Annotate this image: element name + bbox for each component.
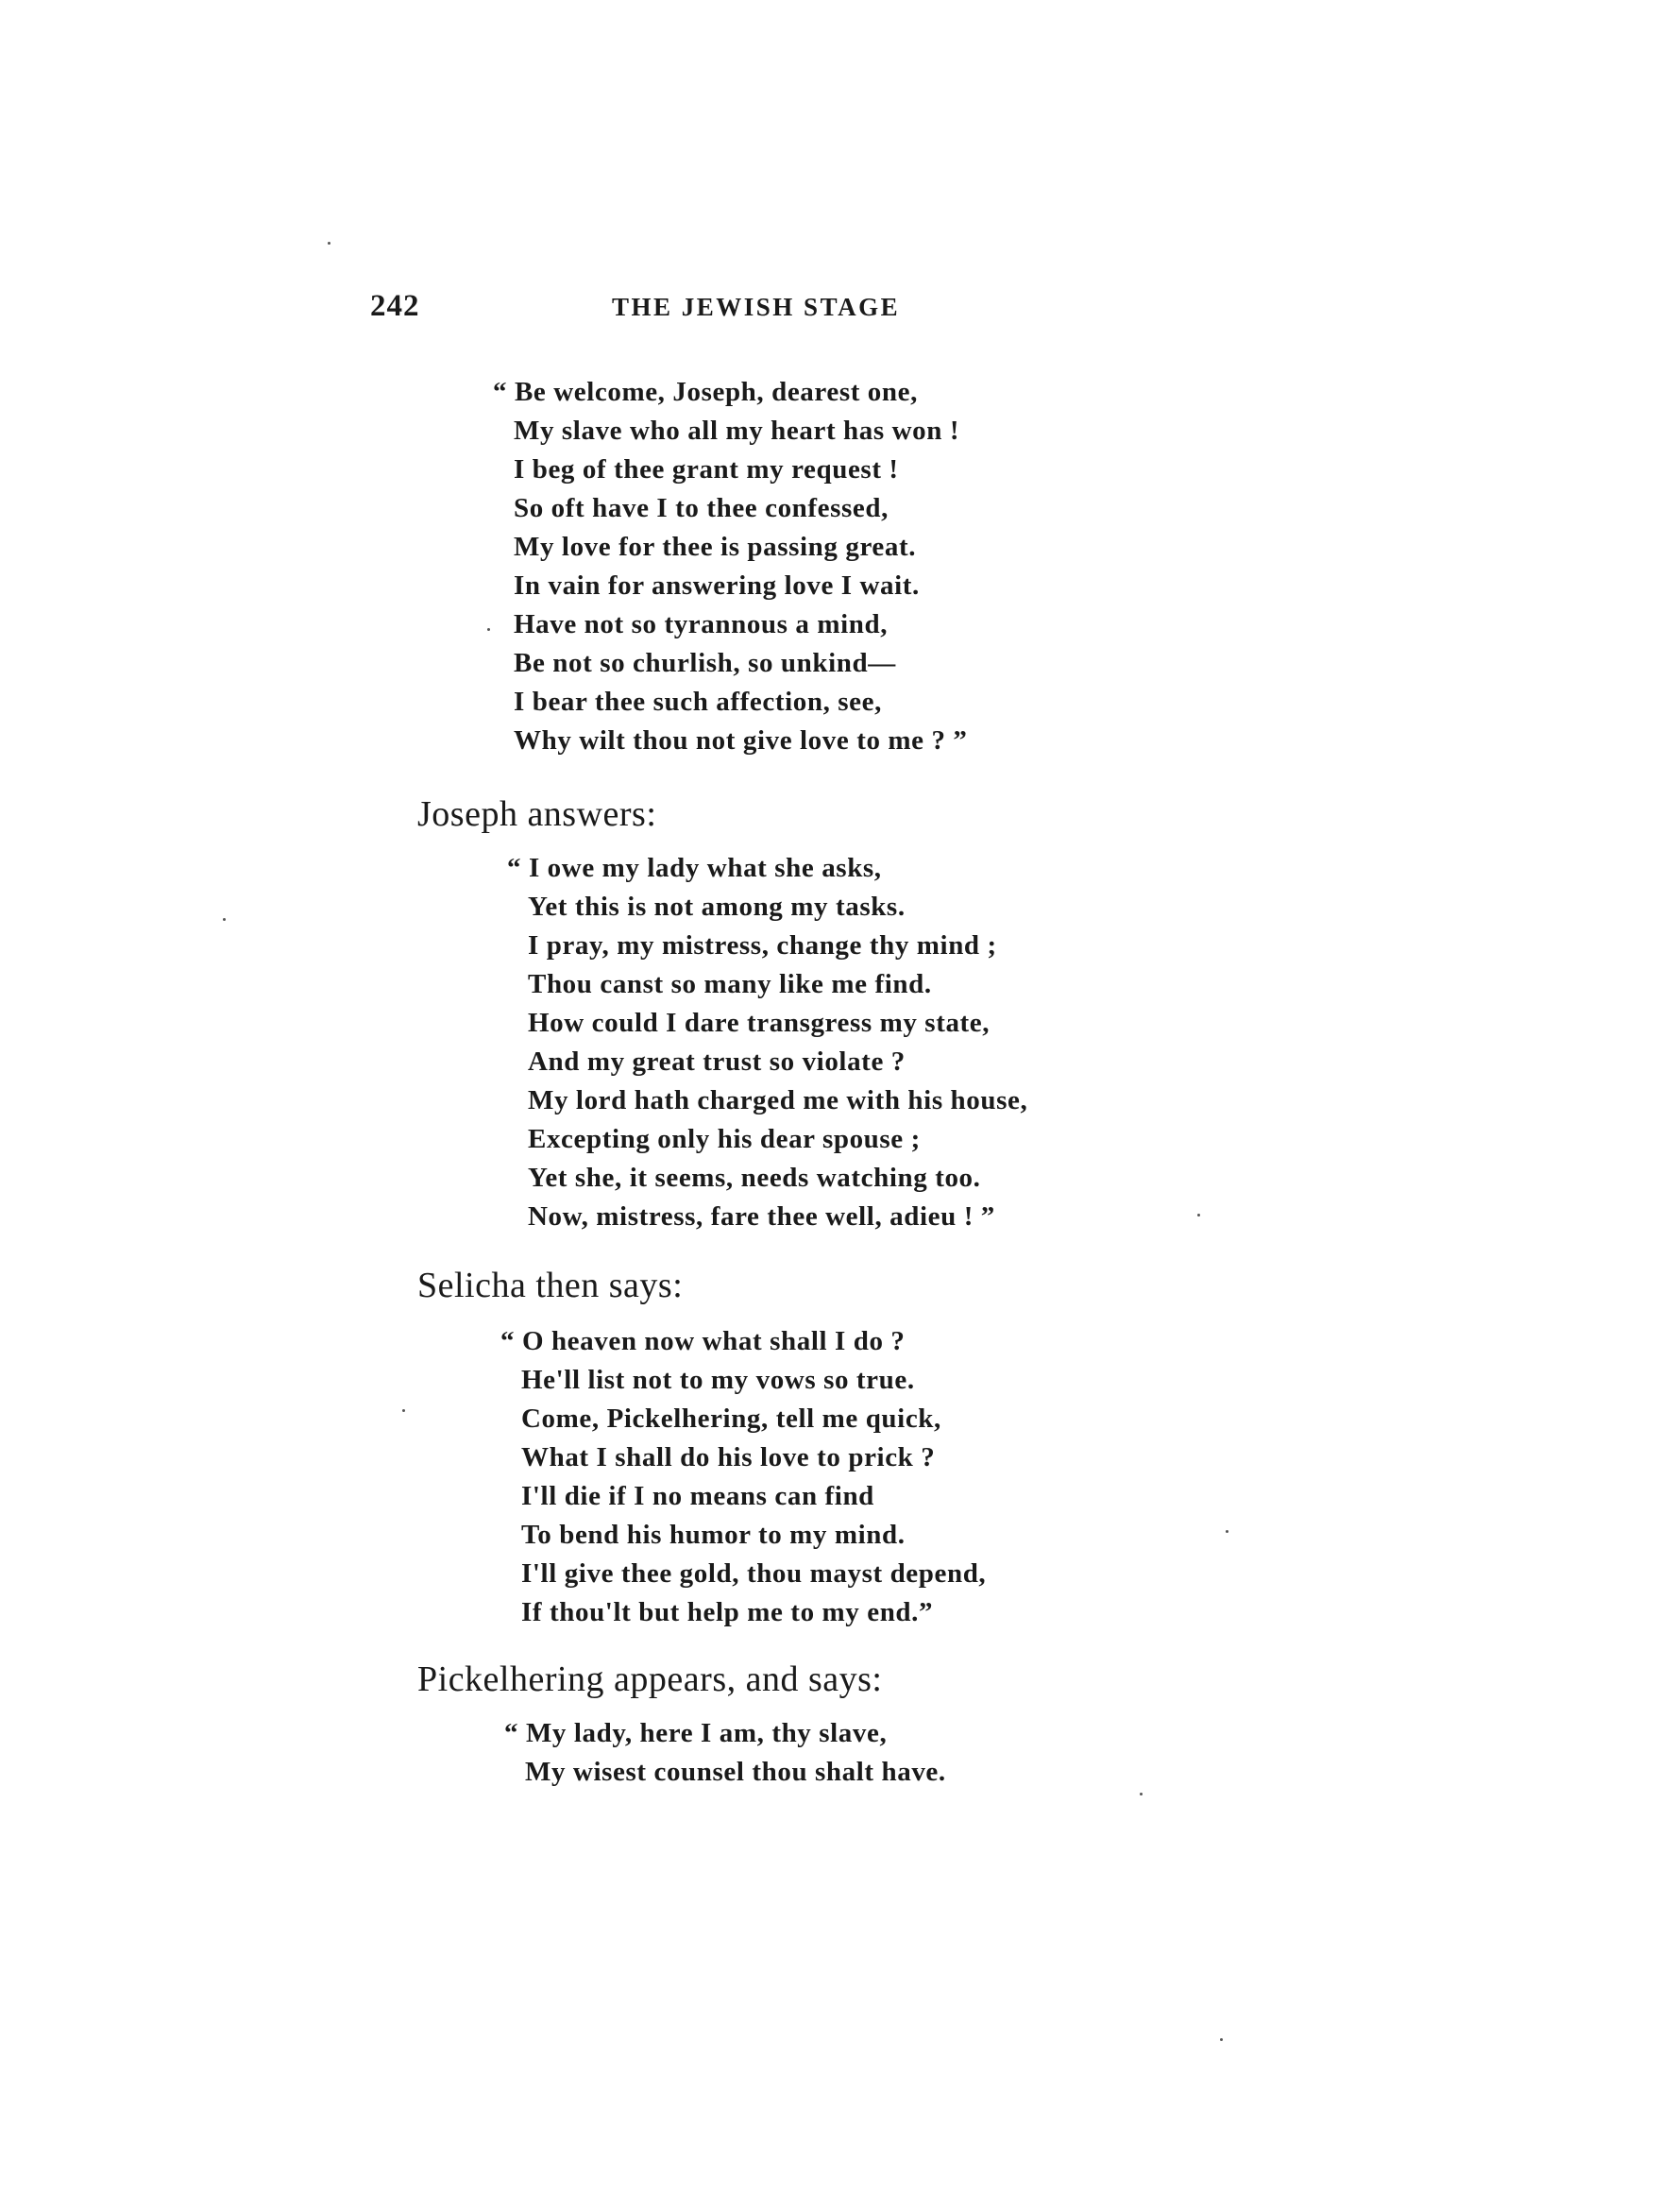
verse-line: Now, mistress, fare thee well, adieu ! ” bbox=[528, 1201, 995, 1232]
scan-speck bbox=[1220, 2038, 1223, 2041]
verse-line: In vain for answering love I wait. bbox=[514, 570, 920, 601]
verse-line: If thou'lt but help me to my end.” bbox=[521, 1597, 934, 1627]
verse-stanza-selicha-lament bbox=[500, 1322, 986, 1632]
speaker-heading-joseph: Joseph answers: bbox=[417, 794, 657, 834]
running-title: THE JEWISH STAGE bbox=[612, 293, 901, 321]
verse-line: He'll list not to my vows so true. bbox=[521, 1365, 915, 1395]
verse-line: I'll die if I no means can find bbox=[521, 1481, 874, 1511]
verse-line: How could I dare transgress my state, bbox=[528, 1008, 991, 1038]
verse-line: To bend his humor to my mind. bbox=[521, 1520, 906, 1550]
verse-line: “ I owe my lady what she asks, bbox=[507, 853, 882, 883]
verse-line: My slave who all my heart has won ! bbox=[514, 416, 960, 446]
scan-speck bbox=[223, 918, 226, 921]
verse-line: “ My lady, here I am, thy slave, bbox=[504, 1718, 888, 1748]
running-head bbox=[370, 289, 974, 332]
verse-line: Why wilt thou not give love to me ? ” bbox=[514, 725, 968, 756]
verse-line: My wisest counsel thou shalt have. bbox=[525, 1757, 946, 1787]
scan-speck bbox=[1197, 1214, 1200, 1217]
verse-line: I pray, my mistress, change thy mind ; bbox=[528, 930, 997, 961]
verse-line: I bear thee such affection, see, bbox=[514, 687, 882, 717]
verse-line: Yet this is not among my tasks. bbox=[528, 892, 906, 922]
verse-line: Thou canst so many like me find. bbox=[528, 969, 932, 999]
speaker-heading-pickelhering: Pickelhering appears, and says: bbox=[417, 1659, 883, 1699]
verse-line: Come, Pickelhering, tell me quick, bbox=[521, 1404, 941, 1434]
verse-line: Yet she, it seems, needs watching too. bbox=[528, 1163, 981, 1193]
verse-line: My lord hath charged me with his house, bbox=[528, 1085, 1028, 1115]
speaker-heading-selicha: Selicha then says: bbox=[417, 1266, 684, 1305]
verse-line: “ O heaven now what shall I do ? bbox=[500, 1326, 906, 1356]
scan-speck bbox=[1140, 1793, 1143, 1795]
scan-speck bbox=[328, 242, 330, 245]
verse-line: Excepting only his dear spouse ; bbox=[528, 1124, 921, 1154]
scan-speck bbox=[1226, 1530, 1228, 1533]
verse-line: Be not so churlish, so unkind— bbox=[514, 648, 896, 678]
verse-line: I'll give thee gold, thou mayst depend, bbox=[521, 1558, 987, 1589]
scan-speck bbox=[402, 1409, 405, 1412]
verse-line: Have not so tyrannous a mind, bbox=[514, 609, 889, 639]
verse-stanza-selicha-plea bbox=[493, 373, 968, 760]
verse-line: What I shall do his love to prick ? bbox=[521, 1442, 936, 1472]
page-number: 242 bbox=[370, 289, 420, 323]
verse-stanza-pickelhering bbox=[504, 1714, 946, 1792]
scan-speck bbox=[487, 628, 490, 631]
verse-line: I beg of thee grant my request ! bbox=[514, 454, 899, 485]
verse-line: So oft have I to thee confessed, bbox=[514, 493, 889, 523]
verse-line: My love for thee is passing great. bbox=[514, 532, 917, 562]
verse-line: “ Be welcome, Joseph, dearest one, bbox=[493, 377, 918, 407]
verse-stanza-joseph-reply bbox=[507, 849, 1027, 1236]
verse-line: And my great trust so violate ? bbox=[528, 1046, 906, 1077]
